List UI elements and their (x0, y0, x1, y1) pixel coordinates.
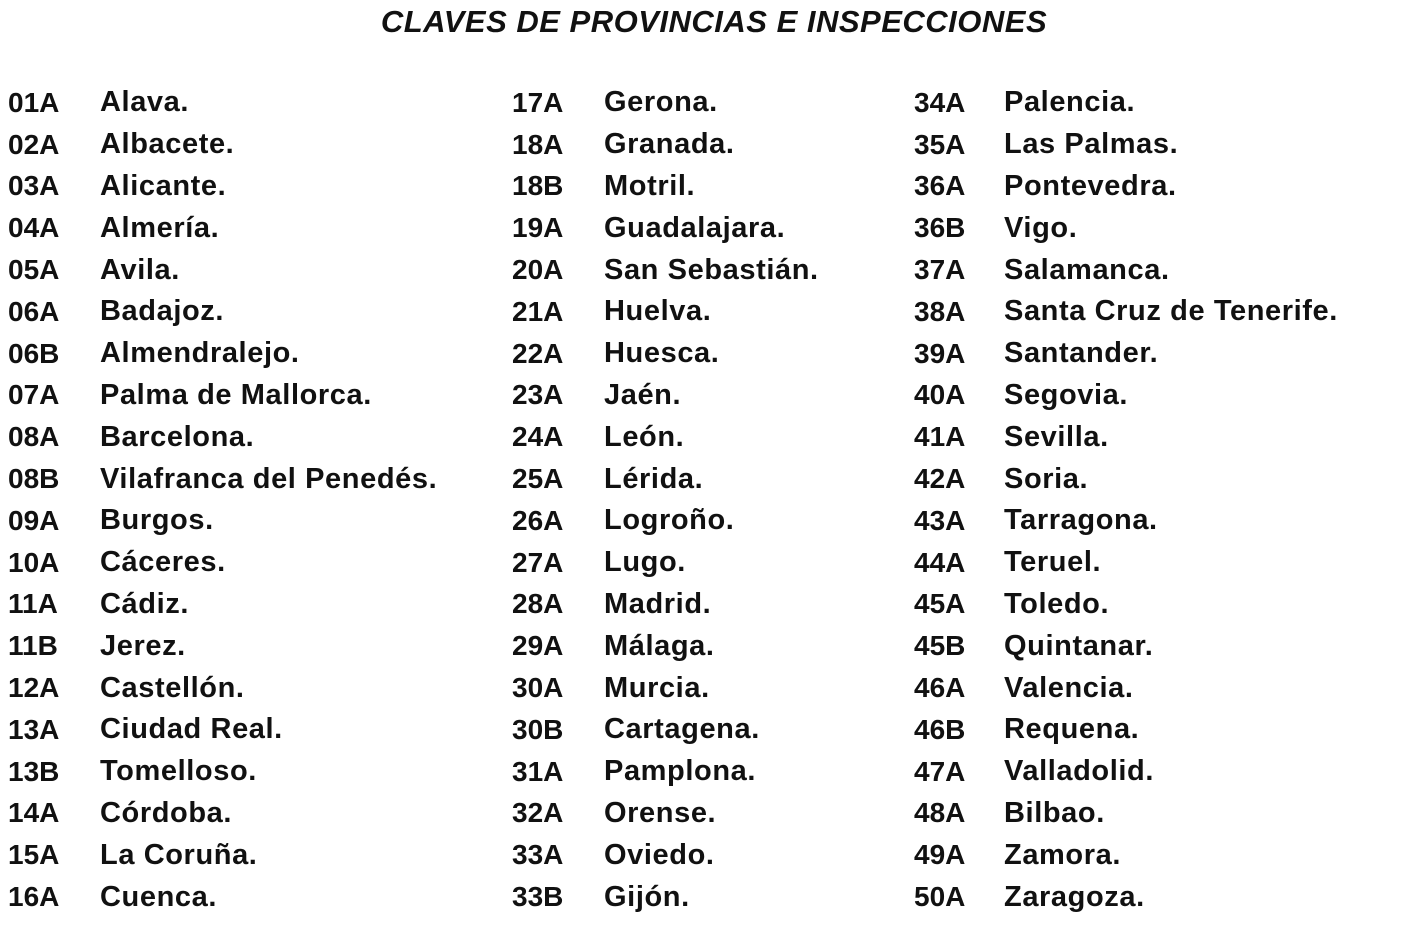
province-name: Gerona. (604, 86, 718, 119)
list-item (8, 291, 437, 333)
province-name: Cáceres. (100, 546, 226, 579)
province-code: 26A (512, 504, 564, 536)
list-item (914, 876, 1338, 918)
province-code: 12A (8, 672, 60, 704)
list-item (914, 709, 1338, 751)
province-name: Vilafranca del Penedés. (100, 462, 438, 495)
province-code: 31A (512, 755, 564, 787)
list-item (914, 793, 1338, 835)
list-item (512, 584, 819, 626)
province-code: 08B (8, 463, 60, 495)
province-code: 28A (512, 588, 564, 620)
province-name: Logroño. (604, 504, 735, 537)
province-name: Jerez. (100, 629, 186, 662)
province-code: 13B (8, 755, 60, 787)
province-code: 38A (914, 295, 966, 327)
province-name: Palma de Mallorca. (100, 378, 372, 411)
province-name: Almería. (100, 211, 220, 244)
list-item (914, 249, 1338, 291)
province-code: 10A (8, 546, 60, 578)
province-code: 44A (914, 546, 966, 578)
list-item (512, 291, 819, 333)
province-name: Ciudad Real. (100, 713, 283, 746)
list-item (8, 166, 437, 208)
province-name: Requena. (1004, 713, 1140, 746)
province-name: Pontevedra. (1004, 169, 1177, 202)
province-code: 48A (914, 797, 966, 829)
list-item (8, 542, 437, 584)
province-code: 37A (914, 254, 966, 286)
province-code: 39A (914, 337, 966, 369)
province-code: 11A (8, 588, 58, 620)
province-code: 47A (914, 755, 966, 787)
list-item (8, 124, 437, 166)
list-item (914, 667, 1338, 709)
province-name: Murcia. (604, 671, 710, 704)
province-code: 18B (512, 170, 564, 202)
province-code: 24A (512, 421, 564, 453)
province-name: Toledo. (1004, 587, 1110, 620)
province-name: Barcelona. (100, 420, 255, 453)
code-list-column-3 (914, 82, 1338, 918)
province-name: Guadalajara. (604, 211, 786, 244)
province-code: 27A (512, 546, 564, 578)
province-name: Huelva. (604, 295, 712, 328)
list-item (914, 751, 1338, 793)
province-code: 30A (512, 672, 564, 704)
province-name: Cartagena. (604, 713, 760, 746)
province-code: 45B (914, 630, 966, 662)
province-name: Gijón. (604, 880, 690, 913)
province-name: Tomelloso. (100, 755, 257, 788)
province-code: 49A (914, 839, 966, 871)
province-code: 03A (8, 170, 60, 202)
list-item (914, 416, 1338, 458)
province-name: Sevilla. (1004, 420, 1109, 453)
province-code: 35A (914, 128, 966, 160)
list-item (512, 751, 819, 793)
province-name: Orense. (604, 796, 717, 829)
province-name: Salamanca. (1004, 253, 1170, 286)
list-item (512, 500, 819, 542)
list-item (914, 542, 1338, 584)
province-code: 06A (8, 295, 60, 327)
list-item (914, 166, 1338, 208)
list-item (8, 333, 437, 375)
province-code: 19A (512, 212, 564, 244)
list-item (914, 207, 1338, 249)
list-item (914, 375, 1338, 417)
list-item (512, 793, 819, 835)
province-code: 25A (512, 463, 564, 495)
list-item (914, 124, 1338, 166)
province-name: Quintanar. (1004, 629, 1154, 662)
code-list-column-1 (8, 82, 437, 918)
list-item (914, 458, 1338, 500)
province-code: 21A (512, 295, 564, 327)
province-name: Oviedo. (604, 838, 715, 871)
list-item (8, 625, 437, 667)
code-list-column-2 (512, 82, 819, 918)
province-name: Alava. (100, 86, 190, 119)
province-code: 34A (914, 86, 966, 118)
province-code: 06B (8, 337, 60, 369)
province-name: Alicante. (100, 169, 227, 202)
list-item (512, 249, 819, 291)
list-item (8, 207, 437, 249)
province-code: 18A (512, 128, 564, 160)
province-name: La Coruña. (100, 838, 258, 871)
province-name: Santander. (1004, 337, 1159, 370)
province-code: 36A (914, 170, 966, 202)
province-code: 32A (512, 797, 564, 829)
province-name: Motril. (604, 169, 696, 202)
list-item (8, 82, 437, 124)
list-item (914, 625, 1338, 667)
province-name: Pamplona. (604, 755, 757, 788)
list-item (512, 124, 819, 166)
province-code: 07A (8, 379, 60, 411)
province-code: 20A (512, 254, 564, 286)
province-name: Zamora. (1004, 838, 1122, 871)
list-item (8, 709, 437, 751)
province-code: 05A (8, 254, 60, 286)
province-code: 15A (8, 839, 60, 871)
list-item (914, 500, 1338, 542)
province-name: Avila. (100, 253, 180, 286)
province-code: 17A (512, 86, 564, 118)
province-name: Jaén. (604, 378, 682, 411)
province-name: Santa Cruz de Tenerife. (1004, 295, 1338, 328)
province-code: 50A (914, 881, 966, 913)
province-code: 04A (8, 212, 60, 244)
page-title: CLAVES DE PROVINCIAS E INSPECCIONES (380, 4, 1048, 39)
province-name: Castellón. (100, 671, 245, 704)
list-item (512, 166, 819, 208)
province-code: 13A (8, 713, 60, 745)
province-name: San Sebastián. (604, 253, 819, 286)
list-item (8, 876, 437, 918)
list-item (512, 416, 819, 458)
list-item (512, 542, 819, 584)
province-name: Zaragoza. (1004, 880, 1145, 913)
list-item (512, 834, 819, 876)
province-name: Lérida. (604, 462, 704, 495)
list-item (8, 834, 437, 876)
province-code: 23A (512, 379, 564, 411)
list-item (914, 834, 1338, 876)
province-name: Las Palmas. (1004, 128, 1179, 161)
province-code: 01A (8, 86, 60, 118)
province-code: 09A (8, 504, 60, 536)
list-item (8, 667, 437, 709)
province-name: León. (604, 420, 685, 453)
list-item (512, 333, 819, 375)
province-code: 30B (512, 713, 564, 745)
province-code: 33A (512, 839, 564, 871)
list-item (512, 876, 819, 918)
list-item (914, 584, 1338, 626)
province-code: 02A (8, 128, 60, 160)
list-item (512, 667, 819, 709)
province-code: 14A (8, 797, 60, 829)
province-code: 29A (512, 630, 564, 662)
province-name: Córdoba. (100, 796, 233, 829)
list-item (512, 375, 819, 417)
province-name: Almendralejo. (100, 337, 300, 370)
province-code: 16A (8, 881, 60, 913)
list-item (512, 82, 819, 124)
province-name: Málaga. (604, 629, 715, 662)
province-name: Granada. (604, 128, 735, 161)
list-item (8, 416, 437, 458)
list-item (512, 625, 819, 667)
list-item (512, 709, 819, 751)
province-name: Tarragona. (1004, 504, 1158, 537)
province-name: Valladolid. (1004, 755, 1155, 788)
province-name: Madrid. (604, 587, 712, 620)
list-item (8, 249, 437, 291)
province-code: 45A (914, 588, 966, 620)
list-item (8, 458, 437, 500)
province-name: Bilbao. (1004, 796, 1105, 829)
list-item (8, 375, 437, 417)
province-name: Cuenca. (100, 880, 218, 913)
province-code: 11B (8, 630, 58, 662)
province-name: Segovia. (1004, 378, 1129, 411)
province-code: 43A (914, 504, 966, 536)
province-code: 36B (914, 212, 966, 244)
province-code: 41A (914, 421, 966, 453)
list-item (914, 82, 1338, 124)
province-name: Valencia. (1004, 671, 1134, 704)
province-name: Soria. (1004, 462, 1089, 495)
list-item (8, 500, 437, 542)
province-code: 40A (914, 379, 966, 411)
list-item (512, 458, 819, 500)
province-name: Badajoz. (100, 295, 225, 328)
list-item (914, 291, 1338, 333)
province-name: Huesca. (604, 337, 720, 370)
province-name: Palencia. (1004, 86, 1136, 119)
list-item (8, 751, 437, 793)
province-code: 46B (914, 713, 966, 745)
province-name: Lugo. (604, 546, 686, 579)
province-code: 22A (512, 337, 564, 369)
province-code: 46A (914, 672, 966, 704)
list-item (914, 333, 1338, 375)
list-item (8, 793, 437, 835)
province-code: 33B (512, 881, 564, 913)
province-name: Vigo. (1004, 211, 1078, 244)
list-item (8, 584, 437, 626)
province-name: Albacete. (100, 128, 235, 161)
province-code: 42A (914, 463, 966, 495)
province-name: Burgos. (100, 504, 214, 537)
list-item (512, 207, 819, 249)
province-name: Cádiz. (100, 587, 189, 620)
province-code: 08A (8, 421, 60, 453)
province-name: Teruel. (1004, 546, 1102, 579)
